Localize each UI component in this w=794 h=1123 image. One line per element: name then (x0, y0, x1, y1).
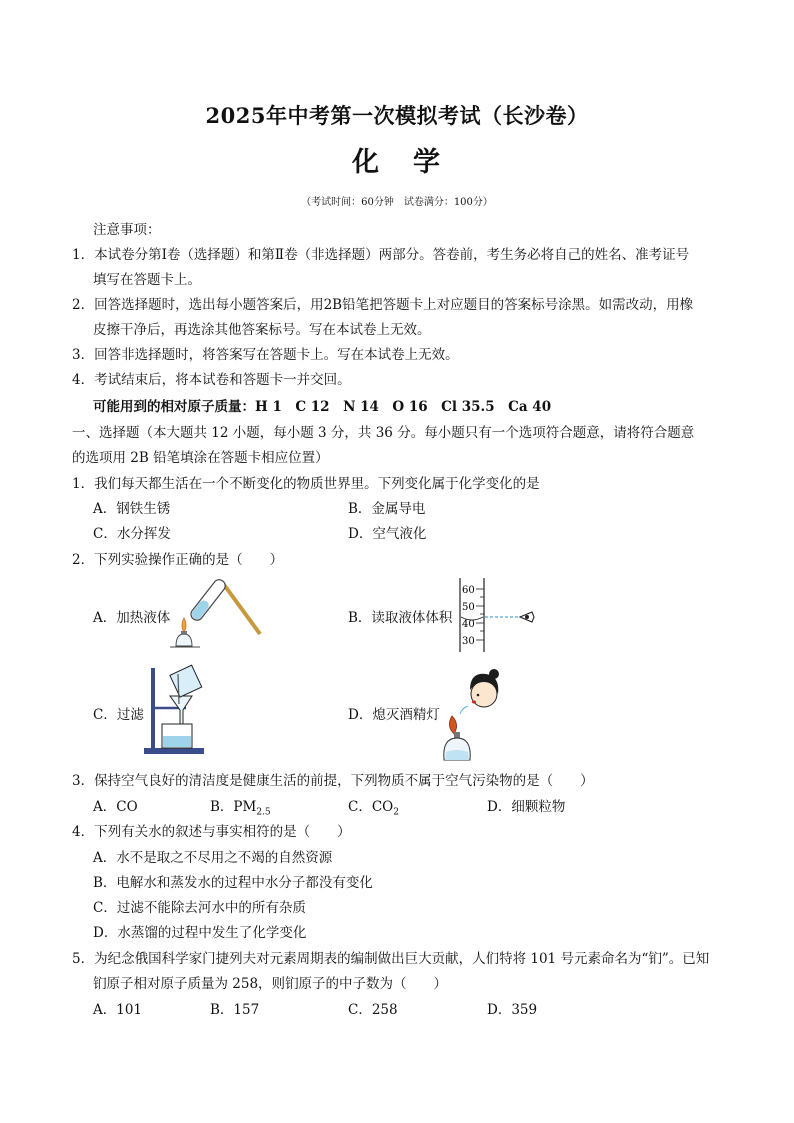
subject-char-1: 化 (352, 147, 381, 178)
cylinder-tick-marks (476, 589, 484, 640)
q3-option-b (210, 795, 271, 818)
filtration-illustration (140, 664, 220, 756)
q3-stem: 3．保持空气良好的清洁度是健康生活的前提，下列物质不属于空气污染物的是（ ） (72, 773, 594, 789)
notice-item-2-cont: 皮擦干净后，再选涂其他答案标号。写在本试卷上无效。 (93, 322, 431, 338)
q2-option-b: B．读取液体体积 (348, 610, 453, 626)
cylinder-tick-60: 60 (462, 585, 475, 596)
notice-item-1: 1．本试卷分第Ⅰ卷（选择题）和第Ⅱ卷（非选择题）两部分。答卷前，考生务必将自己的姓名、准考证号 (72, 247, 690, 263)
blowing-lamp-illustration (440, 664, 520, 768)
funnel (170, 696, 192, 726)
q5-option-b: B．157 (210, 1002, 260, 1018)
subject-char-2: 学 (413, 147, 442, 178)
notice-item-4: 4．考试结束后，将本试卷和答题卡一并交回。 (72, 372, 351, 388)
q1-option-c: C．水分挥发 (93, 526, 171, 542)
notice-heading: 注意事项： (93, 222, 161, 238)
q3-option-d: D．细颗粒物 (487, 799, 566, 815)
q4-option-d: D．水蒸馏的过程中发生了化学变化 (93, 925, 307, 941)
q3-option-b-text: B．PM (210, 799, 257, 815)
pouring-beaker (170, 665, 202, 697)
person-mouth (472, 701, 476, 704)
flame (182, 618, 186, 632)
q5-option-d: D．359 (487, 1002, 538, 1018)
lamp-neck-d (454, 732, 460, 738)
q4-option-b: B．电解水和蒸发水的过程中水分子都没有变化 (93, 875, 373, 891)
alcohol-lamp (176, 634, 192, 646)
section-1-heading: 一、选择题（本大题共 12 小题，每小题 3 分，共 36 分。每小题只有一个选项符合题意，请将符合题意 (72, 425, 695, 441)
notice-item-1-cont: 填写在答题卡上。 (93, 272, 201, 288)
exam-time-info: （考试时间：60分钟 试卷满分：100分） (301, 197, 493, 208)
q5-stem-cont: 钔原子相对原子质量为 258，则钔原子的中子数为（ ） (93, 976, 448, 992)
person-eye (477, 694, 480, 697)
q4-option-a: A．水不是取之不尽用之不竭的自然资源 (93, 850, 333, 866)
notice-item-2: 2．回答选择题时，选出每小题答案后，用2B铅笔把答题卡上对应题目的答案标号涂黑。如需改动，用橡 (72, 297, 694, 313)
q3-option-c-text: C．CO (348, 799, 394, 815)
test-tube (189, 577, 228, 622)
atomic-mass-line: 可能用到的相对原子质量：H 1 C 12 N 14 O 16 Cl 35.5 Ca 40 (93, 399, 552, 415)
hair-bun (489, 669, 499, 679)
q2-option-d: D．熄灭酒精灯 (348, 707, 440, 723)
q1-option-a: A．钢铁生锈 (93, 501, 171, 517)
heating-liquid-illustration (170, 574, 265, 656)
cylinder-tick-40: 40 (462, 619, 475, 630)
lamp-flame (449, 716, 456, 734)
notice-item-3: 3．回答非选择题时，将答案写在答题卡上。写在本试卷上无效。 (72, 347, 459, 363)
cylinder-tick-30: 30 (462, 636, 475, 647)
test-tube-holder (222, 582, 260, 634)
cylinder-tick-50: 50 (462, 602, 475, 613)
q3-option-c-sub: 2 (393, 807, 399, 818)
q4-stem: 4．下列有关水的叙述与事实相符的是（ ） (72, 824, 351, 840)
q3-option-a: A．CO (93, 799, 138, 815)
q1-option-b: B．金属导电 (348, 501, 426, 517)
breath-line (460, 706, 468, 714)
q1-stem: 1．我们每天都生活在一个不断变化的物质世界里。下列变化属于化学变化的是 (72, 476, 540, 492)
q2-stem: 2．下列实验操作正确的是（ ） (72, 552, 284, 568)
q1-option-d: D．空气液化 (348, 526, 427, 542)
q2-option-a: A．加热液体 (93, 610, 171, 626)
filtrate (163, 736, 191, 747)
q5-option-c: C．258 (348, 1002, 398, 1018)
graduated-cylinder-illustration (456, 576, 540, 654)
q2-option-c: C．过滤 (93, 707, 144, 723)
q5-stem: 5．为纪念俄国科学家门捷列夫对元素周期表的编制做出巨大贡献，人们特将 101 号元素命名为“钔”。已知 (72, 951, 710, 967)
lamp-alcohol (445, 750, 469, 760)
q4-option-c: C．过滤不能除去河水中的所有杂质 (93, 900, 306, 916)
lamp-neck (181, 631, 187, 635)
subject-title (0, 140, 794, 179)
q5-option-a: A．101 (93, 1002, 143, 1018)
exam-title: 2025年中考第一次模拟考试（长沙卷） (205, 103, 589, 128)
q3-option-b-sub: 2.5 (256, 807, 271, 818)
q3-option-c (348, 795, 399, 818)
eye-pupil (525, 615, 529, 619)
section-1-heading-cont: 的选项用 2B 铅笔填涂在答题卡相应位置） (72, 450, 329, 466)
